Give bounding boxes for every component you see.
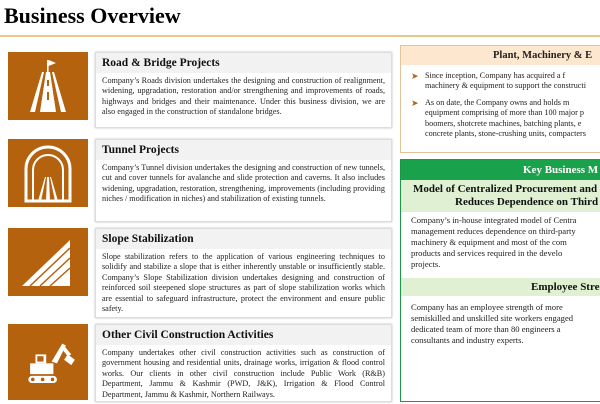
title-divider — [0, 35, 600, 37]
list-item — [409, 71, 600, 92]
activity-description: Slope stabilization refers to the application of various engineering techniques to solidify and stabilize a slope that is either inherently unstable or insufficiently stable. Company’s Slope Stabilization division undertakes designing and construction of reinforced soil steepened slope structures as part of slope stabilization works which are essential to safeguard infrastructure, protect the environment and ensure public safety. — [102, 252, 385, 314]
model-heading-line: Model of Centralized Procurement and — [413, 183, 598, 195]
activity-card — [95, 228, 392, 318]
activity-card — [95, 139, 392, 222]
arrow-bullet-icon: ➤ — [411, 97, 419, 108]
plant-machinery-panel — [400, 45, 600, 153]
slope-icon — [8, 228, 88, 296]
activity-card — [95, 324, 392, 402]
activity-card — [95, 52, 392, 128]
activity-description: Company’s Roads division undertakes the designing and construction of realignment, widening, upgradation, restoration and/or strengthening and improvements of roads, highways and bridges and their maintenance. Under this business division, we are also engaged in the construction of standalone bridges. — [102, 76, 385, 117]
bullet-line: As on date, the Company owns and holds m — [425, 97, 570, 107]
bullet-line: Since inception, Company has acquired a f — [425, 71, 566, 80]
activity-description: Company undertakes other civil construction activities such as construction of government housing and residential units, drainage works, irrigation & flood control works. Our clients in other civil construction include Public Work (R&B) Department, Jammu & Kashmir (PWD, J&K), Irrigation & Flood Control Department, Jammu & Kashmir, Northern Railways. — [102, 348, 385, 399]
activity-description: Company’s Tunnel division undertakes the designing and construction of new tunnels, cut and cover tunnels for avalanche and slide protection and caverns. It also includes widening, upgradation, restoration, strengthening, improvements (including providing niches / modification in niches) and stabilization of existing tunnels. — [102, 163, 385, 204]
key-business-panel — [400, 159, 600, 402]
activity-title: Tunnel Projects — [96, 140, 391, 160]
list-item — [409, 98, 600, 140]
plant-machinery-list — [401, 71, 600, 139]
summary-column — [400, 45, 600, 400]
road-icon — [8, 52, 88, 120]
bullet-line: machinery & equipment to support the constructi — [425, 81, 586, 91]
excavator-icon — [8, 324, 88, 400]
plant-machinery-heading: Plant, Machinery & E — [401, 46, 600, 65]
bullet-line: boomers, shotcrete machines, batching plants, e — [425, 118, 582, 128]
tunnel-icon — [8, 139, 88, 207]
bullet-line: equipment comprising of more than 100 major p — [425, 108, 584, 118]
employee-heading: Employee Stre — [401, 278, 600, 296]
activity-title: Other Civil Construction Activities — [96, 325, 391, 345]
model-text: Company’s in-house integrated model of Centra management reduces dependence on third-party machinery & equipment and most of the com products and services required in the develo projects. — [411, 215, 577, 269]
activity-title: Road & Bridge Projects — [96, 53, 391, 73]
key-business-heading: Key Business M — [401, 160, 600, 180]
model-heading-line: Reduces Dependence on Third — [455, 196, 599, 208]
page-title: Business Overview — [4, 3, 181, 28]
employee-text: Company has an employee strength of more semiskilled and unskilled site workers engaged dedicated team of more than 80 engineers a consultants and industry experts. — [411, 302, 574, 345]
activities-column — [0, 45, 396, 400]
bullet-line: concrete plants, stone-crushing units, compacters — [425, 129, 586, 139]
arrow-bullet-icon: ➤ — [411, 71, 419, 81]
activity-title: Slope Stabilization — [96, 229, 391, 249]
model-heading — [401, 180, 600, 212]
